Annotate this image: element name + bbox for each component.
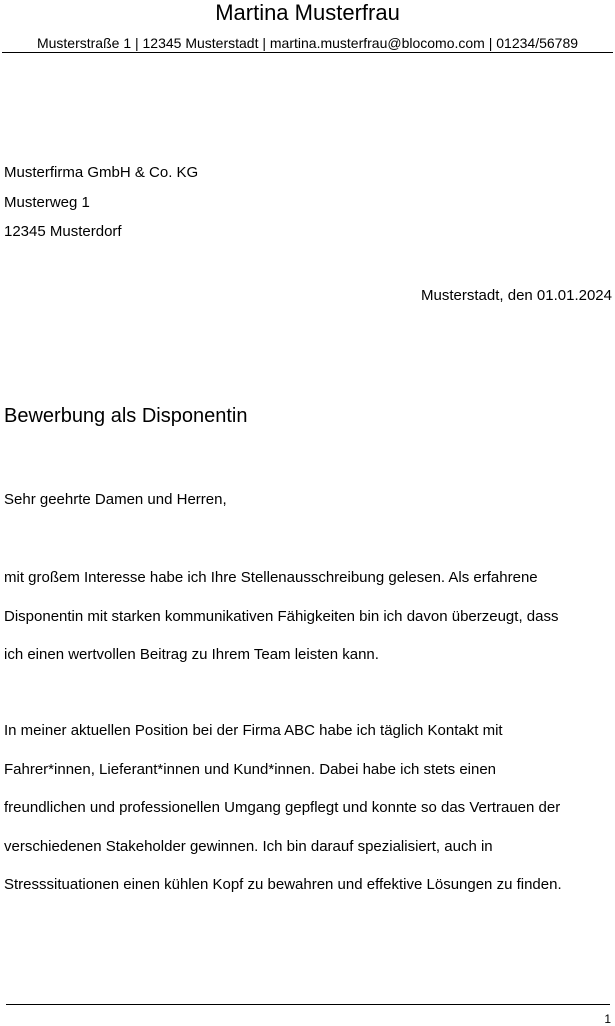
sender-contact-line: Musterstraße 1 | 12345 Musterstadt | martina.musterfrau@blocomo.com | 01234/56789	[36, 35, 579, 51]
paragraph-line: Stresssituationen einen kühlen Kopf zu bewahren und effektive Lösungen zu finden.	[4, 876, 562, 893]
paragraph-line: freundlichen und professionellen Umgang gepflegt und konnte so das Vertrauen der	[4, 799, 561, 816]
recipient-address	[4, 158, 198, 247]
page-number: 1	[604, 1012, 611, 1026]
salutation: Sehr geehrte Damen und Herren,	[4, 491, 227, 508]
footer-divider	[6, 1004, 610, 1005]
recipient-city: 12345 Musterdorf	[4, 223, 122, 240]
paragraph-line: ich einen wertvollen Beitrag zu Ihrem Team leisten kann.	[4, 646, 379, 663]
paragraph-line: verschiedenen Stakeholder gewinnen. Ich bin darauf spezialisiert, auch in	[4, 837, 493, 855]
paragraph-line: Disponentin mit starken kommunikativen Fähigkeiten bin ich davon überzeugt, dass	[4, 607, 559, 625]
recipient-street: Musterweg 1	[4, 193, 90, 211]
paragraph-line: In meiner aktuellen Position bei der Firma ABC habe ich täglich Kontakt mit	[4, 722, 503, 739]
paragraph-line: mit großem Interesse habe ich Ihre Stellenausschreibung gelesen. Als erfahrene	[4, 569, 538, 586]
body-paragraph-1	[4, 559, 558, 675]
letter-subject: Bewerbung als Disponentin	[4, 405, 248, 427]
recipient-company: Musterfirma GmbH & Co. KG	[4, 164, 199, 181]
header-divider	[2, 52, 613, 53]
body-paragraph-2	[4, 712, 562, 905]
sender-name: Martina Musterfrau	[215, 0, 400, 25]
paragraph-line: Fahrer*innen, Lieferant*innen und Kund*innen. Dabei habe ich stets einen	[4, 760, 497, 778]
letter-date: Musterstadt, den 01.01.2024	[421, 287, 612, 304]
